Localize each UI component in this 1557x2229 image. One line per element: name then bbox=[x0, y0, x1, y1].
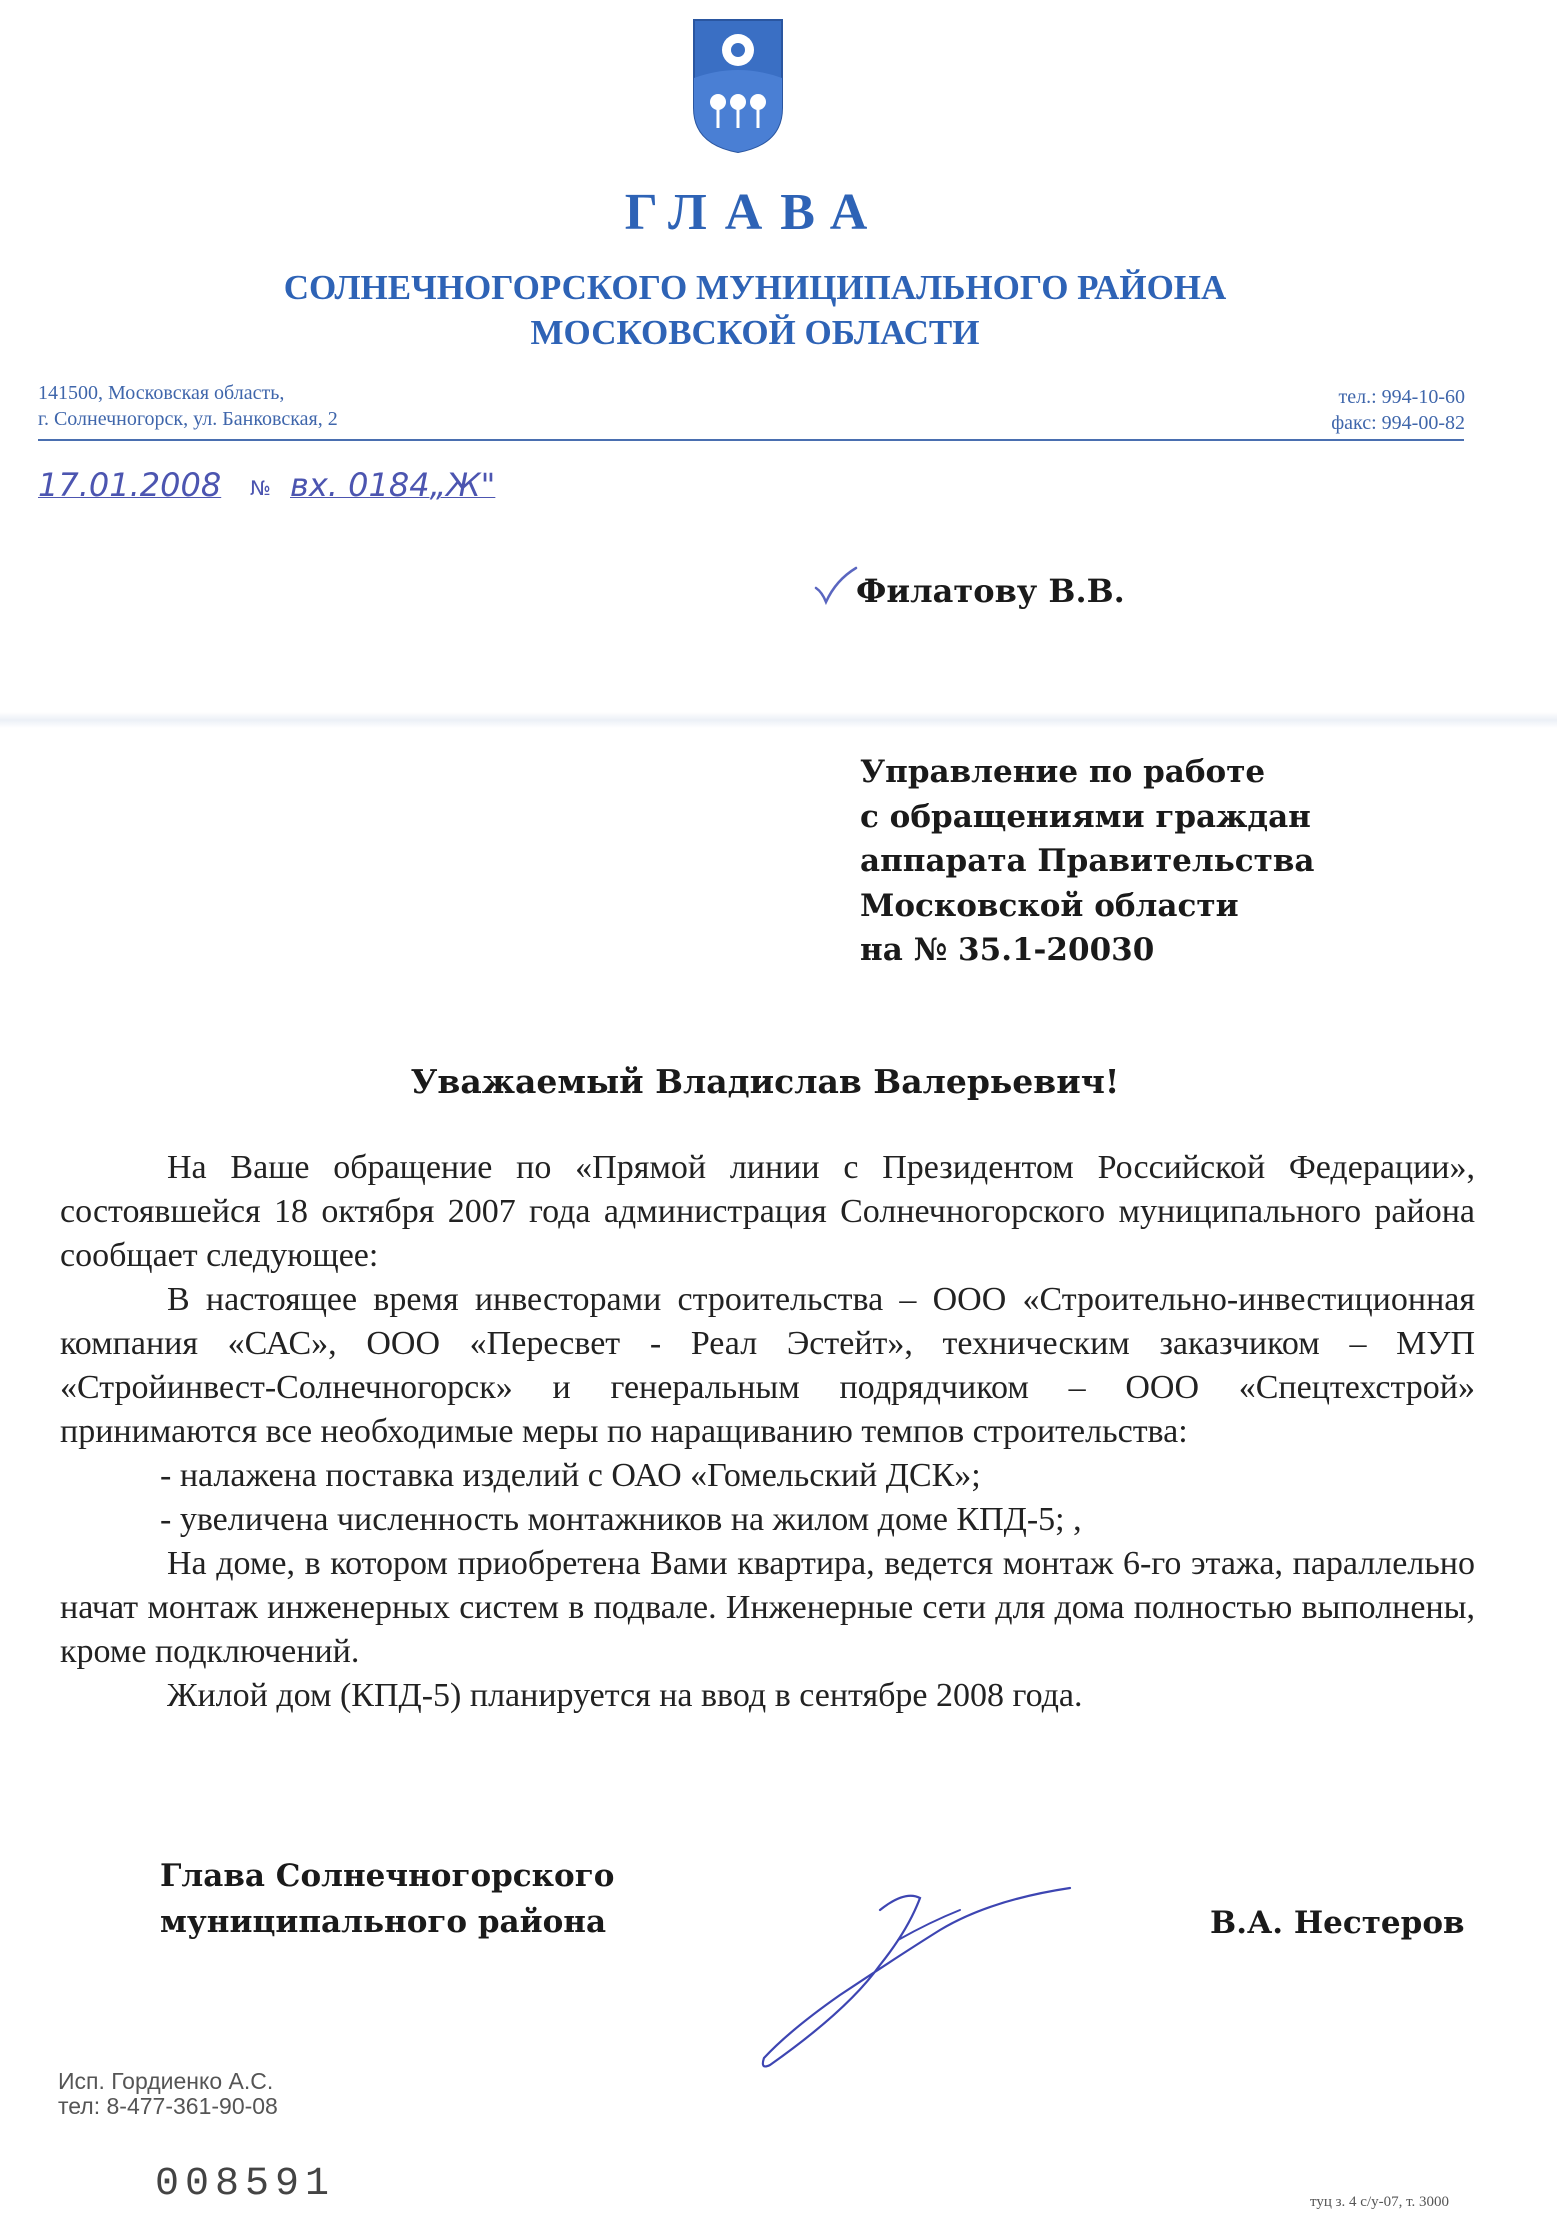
letterhead-subtitle-1: СОЛНЕЧНОГОРСКОГО МУНИЦИПАЛЬНОГО РАЙОНА bbox=[283, 268, 1227, 307]
addressee-name: Филатову В.В. bbox=[856, 572, 1125, 610]
body-paragraph: На Ваше обращение по «Прямой линии с Президентом Российской Федерации», состоявшейся 18 октября 2007 года администрация Солнечногорского муниципального района сообщает следующее: bbox=[60, 1149, 1475, 1274]
salutation: Уважаемый Владислав Валерьевич! bbox=[410, 1062, 1120, 1101]
registration-number-sign: № bbox=[250, 476, 271, 500]
recipient-line: аппарата Правительства bbox=[860, 843, 1315, 879]
handwritten-signature bbox=[730, 1870, 1090, 2080]
signatory-title bbox=[160, 1853, 614, 1945]
fax-number: факс: 994-00-82 bbox=[1331, 412, 1465, 434]
list-item: - увеличена численность монтажников на жилом доме КПД-5; , bbox=[160, 1501, 1082, 1538]
recipient-line: с обращениями граждан bbox=[860, 798, 1311, 835]
recipient-block bbox=[860, 750, 1315, 973]
registration-number: вх. 0184„Ж" bbox=[290, 466, 496, 504]
signatory-name: В.А. Нестеров bbox=[1210, 1905, 1465, 1941]
signatory-title-line: муниципального района bbox=[160, 1904, 607, 1940]
signatory-title-line: Глава Солнечногорского bbox=[160, 1858, 615, 1894]
recipient-line: Московской области bbox=[860, 887, 1239, 924]
registration-date: 17.01.2008 bbox=[38, 466, 222, 504]
serial-number: 008591 bbox=[155, 2162, 336, 2207]
coat-of-arms-icon bbox=[690, 16, 786, 156]
list-item: - налажена поставка изделий с ОАО «Гомельский ДСК»; bbox=[160, 1457, 981, 1494]
letterhead-title: ГЛАВА bbox=[624, 184, 886, 241]
print-mark: туц з. 4 с/у-07, т. 3000 bbox=[1310, 2194, 1450, 2210]
letter-body bbox=[60, 1146, 1475, 1718]
recipient-line: Управление по работе bbox=[860, 754, 1266, 790]
body-paragraph: Жилой дом (КПД-5) планируется на ввод в сентябре 2008 года. bbox=[167, 1677, 1083, 1714]
address-line-2: г. Солнечногорск, ул. Банковская, 2 bbox=[38, 408, 338, 430]
phone-number: тел.: 994-10-60 bbox=[1338, 386, 1465, 408]
letterhead-subtitle-2: МОСКОВСКОЙ ОБЛАСТИ bbox=[530, 313, 980, 352]
executor-phone: тел: 8-477-361-90-08 bbox=[58, 2093, 278, 2119]
address-line-1: 141500, Московская область, bbox=[38, 382, 285, 404]
letterhead-divider bbox=[38, 439, 1464, 441]
scan-streak bbox=[0, 712, 1557, 728]
executor-name: Исп. Гордиенко А.С. bbox=[58, 2068, 274, 2094]
recipient-line: на № 35.1-20030 bbox=[860, 932, 1155, 968]
body-paragraph: В настоящее время инвесторами строительства – ООО «Строительно-инвестиционная компания «САС», ООО «Пересвет - Реал Эстейт», техническим заказчиком – МУП «Стройинвест-Солнечногорск» и генеральным подрядчиком – ООО «Спецтехстрой» принимаются все необходимые меры по наращиванию темпов строительства: bbox=[60, 1281, 1475, 1450]
registration-stamp bbox=[38, 462, 558, 522]
body-paragraph: На доме, в котором приобретена Вами квартира, ведется монтаж 6-го этажа, параллельно начат монтаж инженерных систем в подвале. Инженерные сети для дома полностью выполнены, кроме подключений. bbox=[60, 1545, 1475, 1670]
checkmark-icon bbox=[812, 566, 858, 606]
